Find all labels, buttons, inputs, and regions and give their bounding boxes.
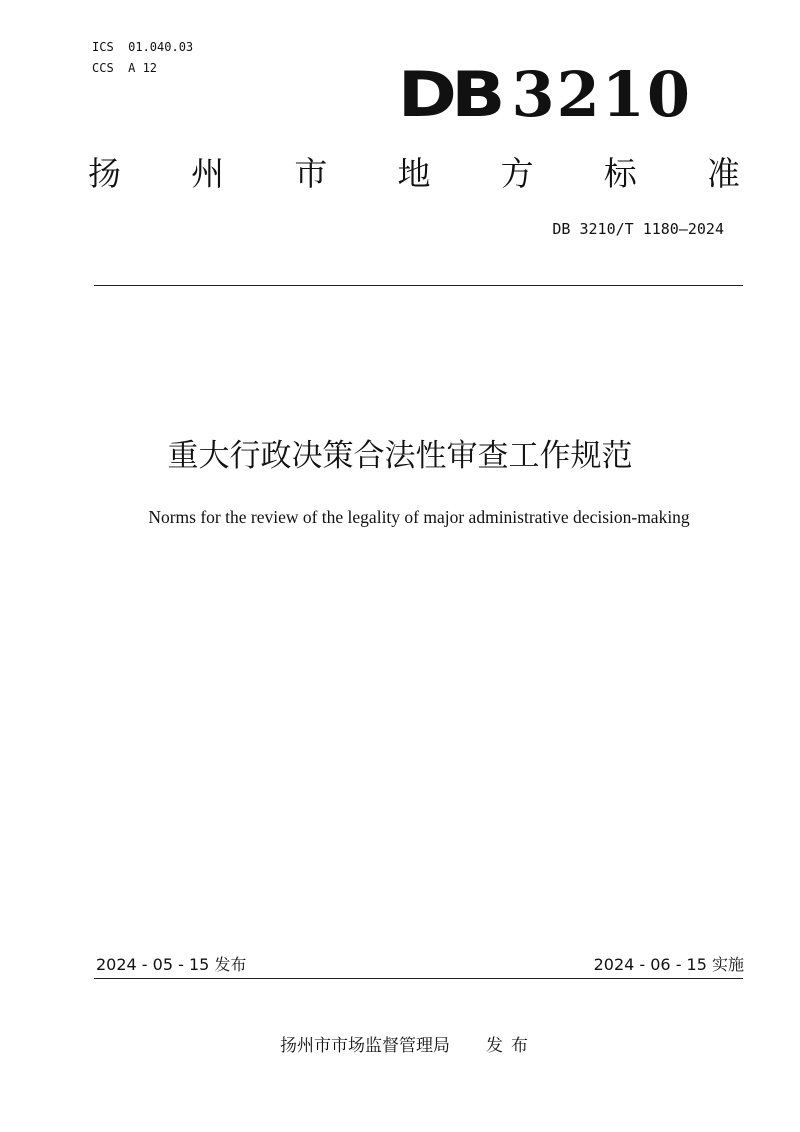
- publisher-name: 扬州市市场监督管理局: [280, 1036, 450, 1056]
- db-number: 3210: [511, 58, 692, 131]
- ics-code: ICS 01.040.03: [92, 40, 194, 54]
- publisher: [0, 1034, 800, 1058]
- standard-type-char: 州: [191, 154, 225, 193]
- standard-type: [88, 152, 740, 196]
- standard-type-char: 标: [603, 154, 637, 193]
- ccs-code: CCS A 12: [92, 61, 158, 75]
- document-title-en: Norms for the review of the legality of major administrative decision-making: [148, 507, 690, 527]
- implementation-date: 2024 - 06 - 15 实施: [593, 955, 744, 974]
- document-title-zh: 重大行政决策合法性审查工作规范: [167, 438, 633, 474]
- standard-type-char: 准: [706, 154, 740, 193]
- standard-number: DB 3210/T 1180—2024: [552, 220, 724, 238]
- header-divider: [94, 285, 743, 286]
- standard-type-char: 地: [397, 154, 431, 193]
- publisher-action: 发布: [486, 1036, 536, 1056]
- issue-date: 2024 - 05 - 15 发布: [96, 955, 247, 974]
- db-code: [397, 58, 692, 131]
- footer-divider: [94, 978, 743, 979]
- standard-type-char: 方: [500, 154, 534, 193]
- standard-type-char: 市: [294, 154, 328, 193]
- db-prefix: DB: [397, 58, 500, 131]
- standard-type-char: 扬: [88, 154, 121, 193]
